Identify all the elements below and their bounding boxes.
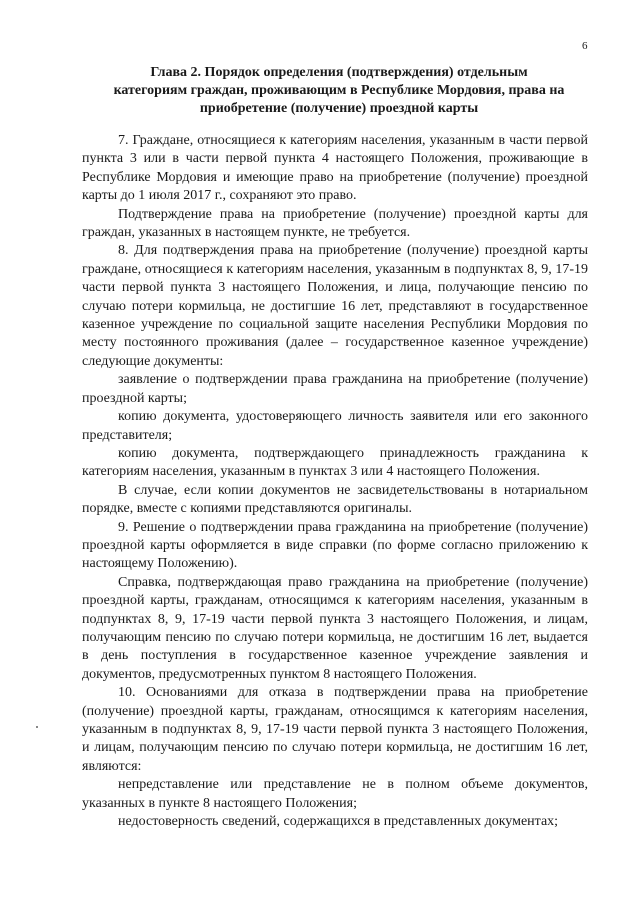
- paragraph-9: 9. Решение о подтверждении права гражданина на приобретение (получение) проездной карты оформляется в виде справки (по форме согласно приложению к настоящему Положению).: [82, 519, 588, 572]
- chapter-heading-line-1: Глава 2. Порядок определения (подтверждения) отдельным: [150, 65, 528, 80]
- chapter-heading-line-3: приобретение (получение) проездной карты: [199, 101, 479, 116]
- list-item-application: заявление о подтверждении права гражданина на приобретение (получение) проездной карты;: [82, 372, 588, 406]
- list-item-identity-copy: копию документа, удостоверяющего личность заявителя или его законного представителя;: [82, 409, 588, 443]
- chapter-heading: [96, 64, 582, 118]
- paragraph-7-note: Подтверждение права на приобретение (получение) проездной карты для граждан, указанных в настоящем пункте, не требуется.: [82, 206, 588, 241]
- body-text: [82, 132, 588, 831]
- paragraph-8: 8. Для подтверждения права на приобретение (получение) проездной карты граждане, относящиеся к категориям населения, указанным в подпунктах 8, 9, 17-19 части первой пункта 3 настоящего Положения, и лица, получающие пенсию по случаю потери кормильца, не достигшие 16 лет, представляют в государственное казенное учреждение по социальной защите населения Республики Мордовия по месту постоянного проживания (далее – государственное казенное учреждение) следующие документы:: [82, 243, 588, 369]
- paragraph-9-certificate: Справка, подтверждающая право гражданина на приобретение (получение) проездной карты, гражданам, относящимся к категориям населения, указанным в подпунктах 8, 9, 17-19 части первой пункта 3 настоящего Положения, и лицам, получающим пенсию по случаю потери кормильца, не достигшим 16 лет, выдается в день поступления в государственное казенное учреждение заявления и документов, предусмотренных пунктом 8 настоящего Положения.: [82, 574, 588, 682]
- list-item-unreliable-information: недостоверность сведений, содержащихся в представленных документах;: [118, 814, 559, 830]
- paragraph-10: 10. Основаниями для отказа в подтверждении права на приобретение (получение) проездной карты, гражданам, относящимся к категориям населения, указанным в подпунктах 8, 9, 17-19 части первой пункта 3 настоящего Положения, и лицам, получающим пенсию по случаю потери кормильца, не достигшим 16 лет, являются:: [82, 685, 588, 774]
- paragraph-8-originals: В случае, если копии документов не засвидетельствованы в нотариальном порядке, вместе с копиями представляются оригиналы.: [82, 482, 588, 517]
- list-item-incomplete-documents: непредставление или представление не в полном объеме документов, указанных в пункте 8 настоящего Положения;: [82, 777, 588, 811]
- paragraph-7: 7. Граждане, относящиеся к категориям населения, указанным в части первой пункта 3 или в части первой пункта 4 настоящего Положения, проживающие в Республике Мордовия и имеющие право на приобретение (получение) проездной карты до 1 июля 2017 г., сохраняют это право.: [82, 133, 588, 204]
- chapter-heading-line-2: категориям граждан, проживающим в Республике Мордовия, права на: [113, 83, 565, 98]
- scan-speck: [36, 726, 38, 728]
- page-number: 6: [582, 40, 588, 52]
- list-item-category-copy: копию документа, подтверждающего принадлежность гражданина к категориям населения, указанным в пунктах 3 или 4 настоящего Положения.: [82, 445, 588, 480]
